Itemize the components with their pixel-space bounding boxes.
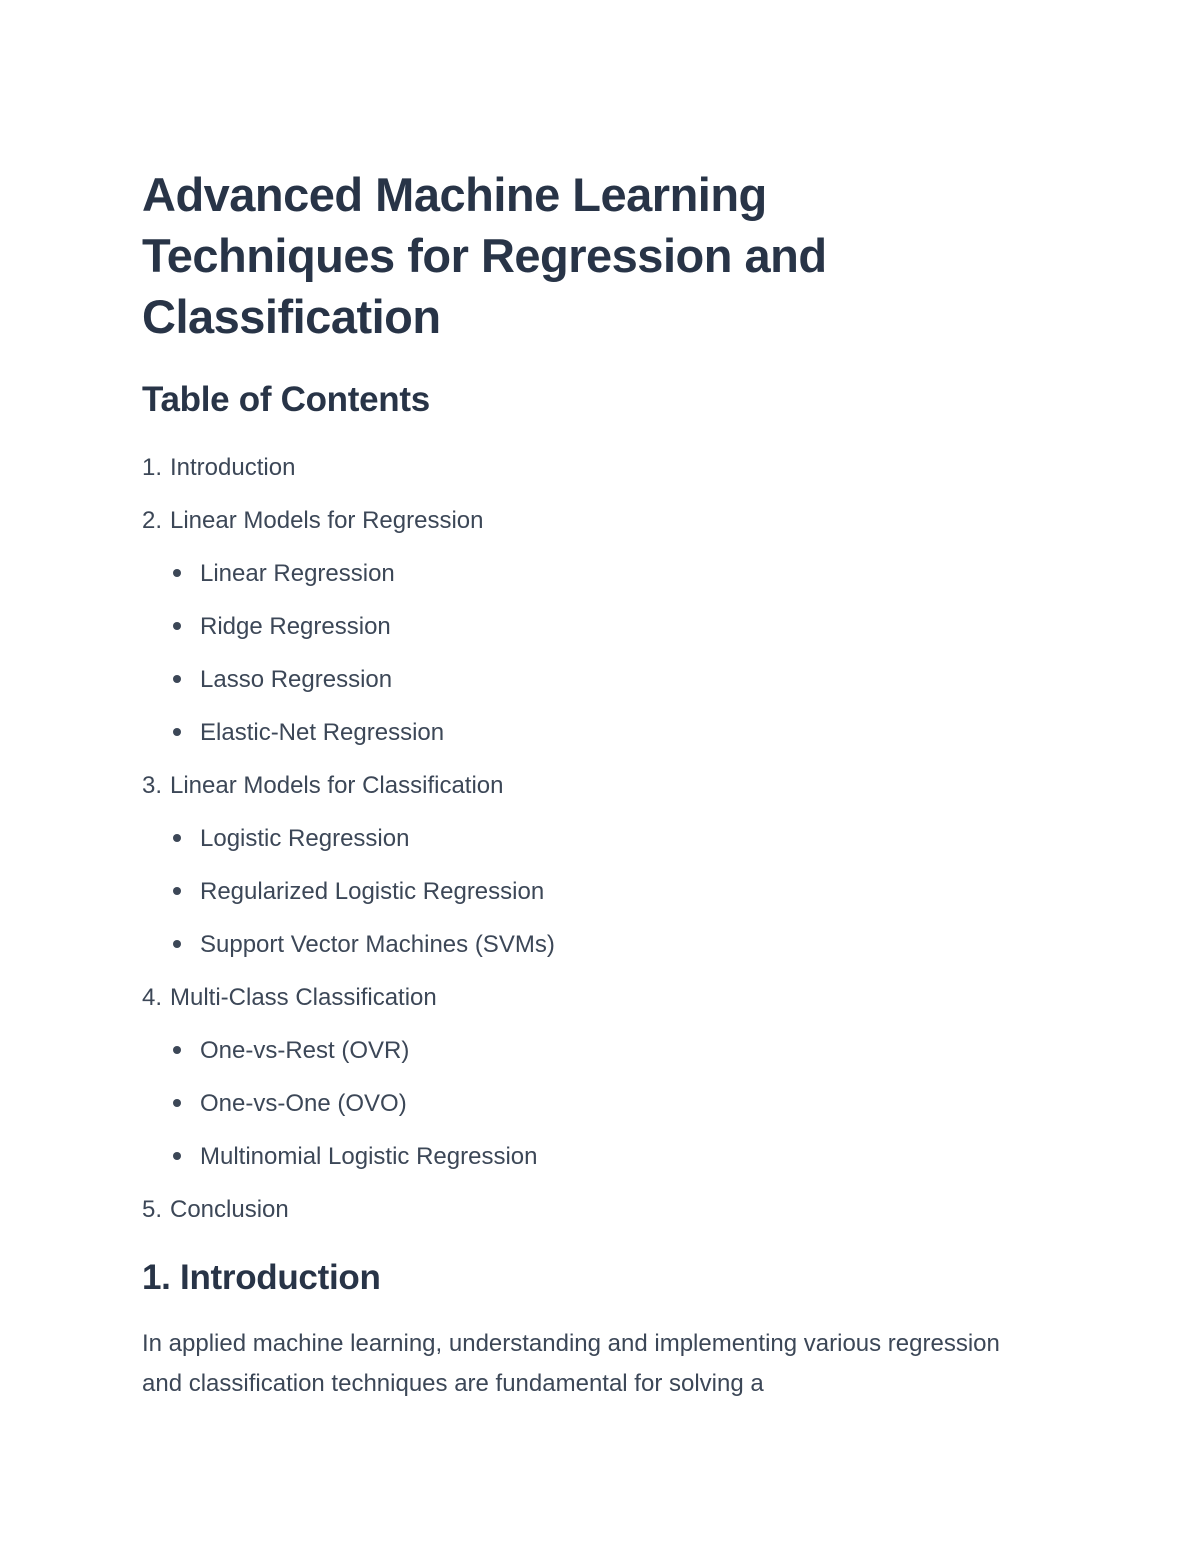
toc-item-label: Conclusion	[170, 1196, 289, 1223]
toc-subitem-label: Logistic Regression	[200, 825, 410, 852]
toc-subitem[interactable]	[142, 821, 555, 874]
table-of-contents	[142, 450, 555, 1245]
toc-subitem-label: Support Vector Machines (SVMs)	[200, 931, 555, 958]
toc-subitem[interactable]	[142, 715, 555, 768]
toc-subitem[interactable]	[142, 874, 555, 927]
bullet-icon	[173, 569, 181, 577]
toc-subitem-label: Multinomial Logistic Regression	[200, 1143, 538, 1170]
bullet-icon	[173, 728, 181, 736]
toc-item-label: Multi-Class Classification	[170, 984, 437, 1011]
toc-subitem-label: Elastic-Net Regression	[200, 719, 445, 746]
toc-item[interactable]	[142, 503, 555, 556]
bullet-icon	[173, 675, 181, 683]
toc-subitem-label: One-vs-Rest (OVR)	[200, 1037, 410, 1064]
toc-item-label: Introduction	[170, 454, 296, 481]
toc-subitem-label: Lasso Regression	[200, 666, 393, 693]
toc-item-label: Linear Models for Classification	[170, 772, 504, 799]
toc-subitem-label: Linear Regression	[200, 560, 395, 587]
toc-item[interactable]	[142, 450, 555, 503]
introduction-paragraph: In applied machine learning, understanding and implementing various regression and classification techniques are fundamental for solving a	[142, 1330, 1000, 1397]
toc-subitem[interactable]	[142, 556, 555, 609]
toc-subitem-label: One-vs-One (OVO)	[200, 1090, 407, 1117]
toc-subitem[interactable]	[142, 1086, 555, 1139]
toc-subitem[interactable]	[142, 927, 555, 980]
toc-item-number: 1.	[142, 454, 163, 481]
toc-subitem[interactable]	[142, 1033, 555, 1086]
bullet-icon	[173, 887, 181, 895]
toc-item[interactable]	[142, 1192, 555, 1245]
bullet-icon	[173, 1046, 181, 1054]
section-heading-introduction: 1. Introduction	[142, 1258, 381, 1297]
bullet-icon	[173, 1152, 181, 1160]
toc-item-number: 3.	[142, 772, 163, 799]
toc-heading: Table of Contents	[142, 380, 430, 419]
bullet-icon	[173, 940, 181, 948]
toc-item-number: 4.	[142, 984, 163, 1011]
toc-subitem[interactable]	[142, 662, 555, 715]
document-title: Advanced Machine Learning Techniques for Regression and Classification	[142, 168, 827, 343]
bullet-icon	[173, 622, 181, 630]
toc-item-number: 5.	[142, 1196, 163, 1223]
toc-subitem[interactable]	[142, 609, 555, 662]
toc-item-number: 2.	[142, 507, 163, 534]
toc-item-label: Linear Models for Regression	[170, 507, 484, 534]
toc-item[interactable]	[142, 768, 555, 821]
bullet-icon	[173, 1099, 181, 1107]
bullet-icon	[173, 834, 181, 842]
toc-subitem-label: Regularized Logistic Regression	[200, 878, 545, 905]
toc-item[interactable]	[142, 980, 555, 1033]
toc-subitem-label: Ridge Regression	[200, 613, 391, 640]
toc-subitem[interactable]	[142, 1139, 555, 1192]
